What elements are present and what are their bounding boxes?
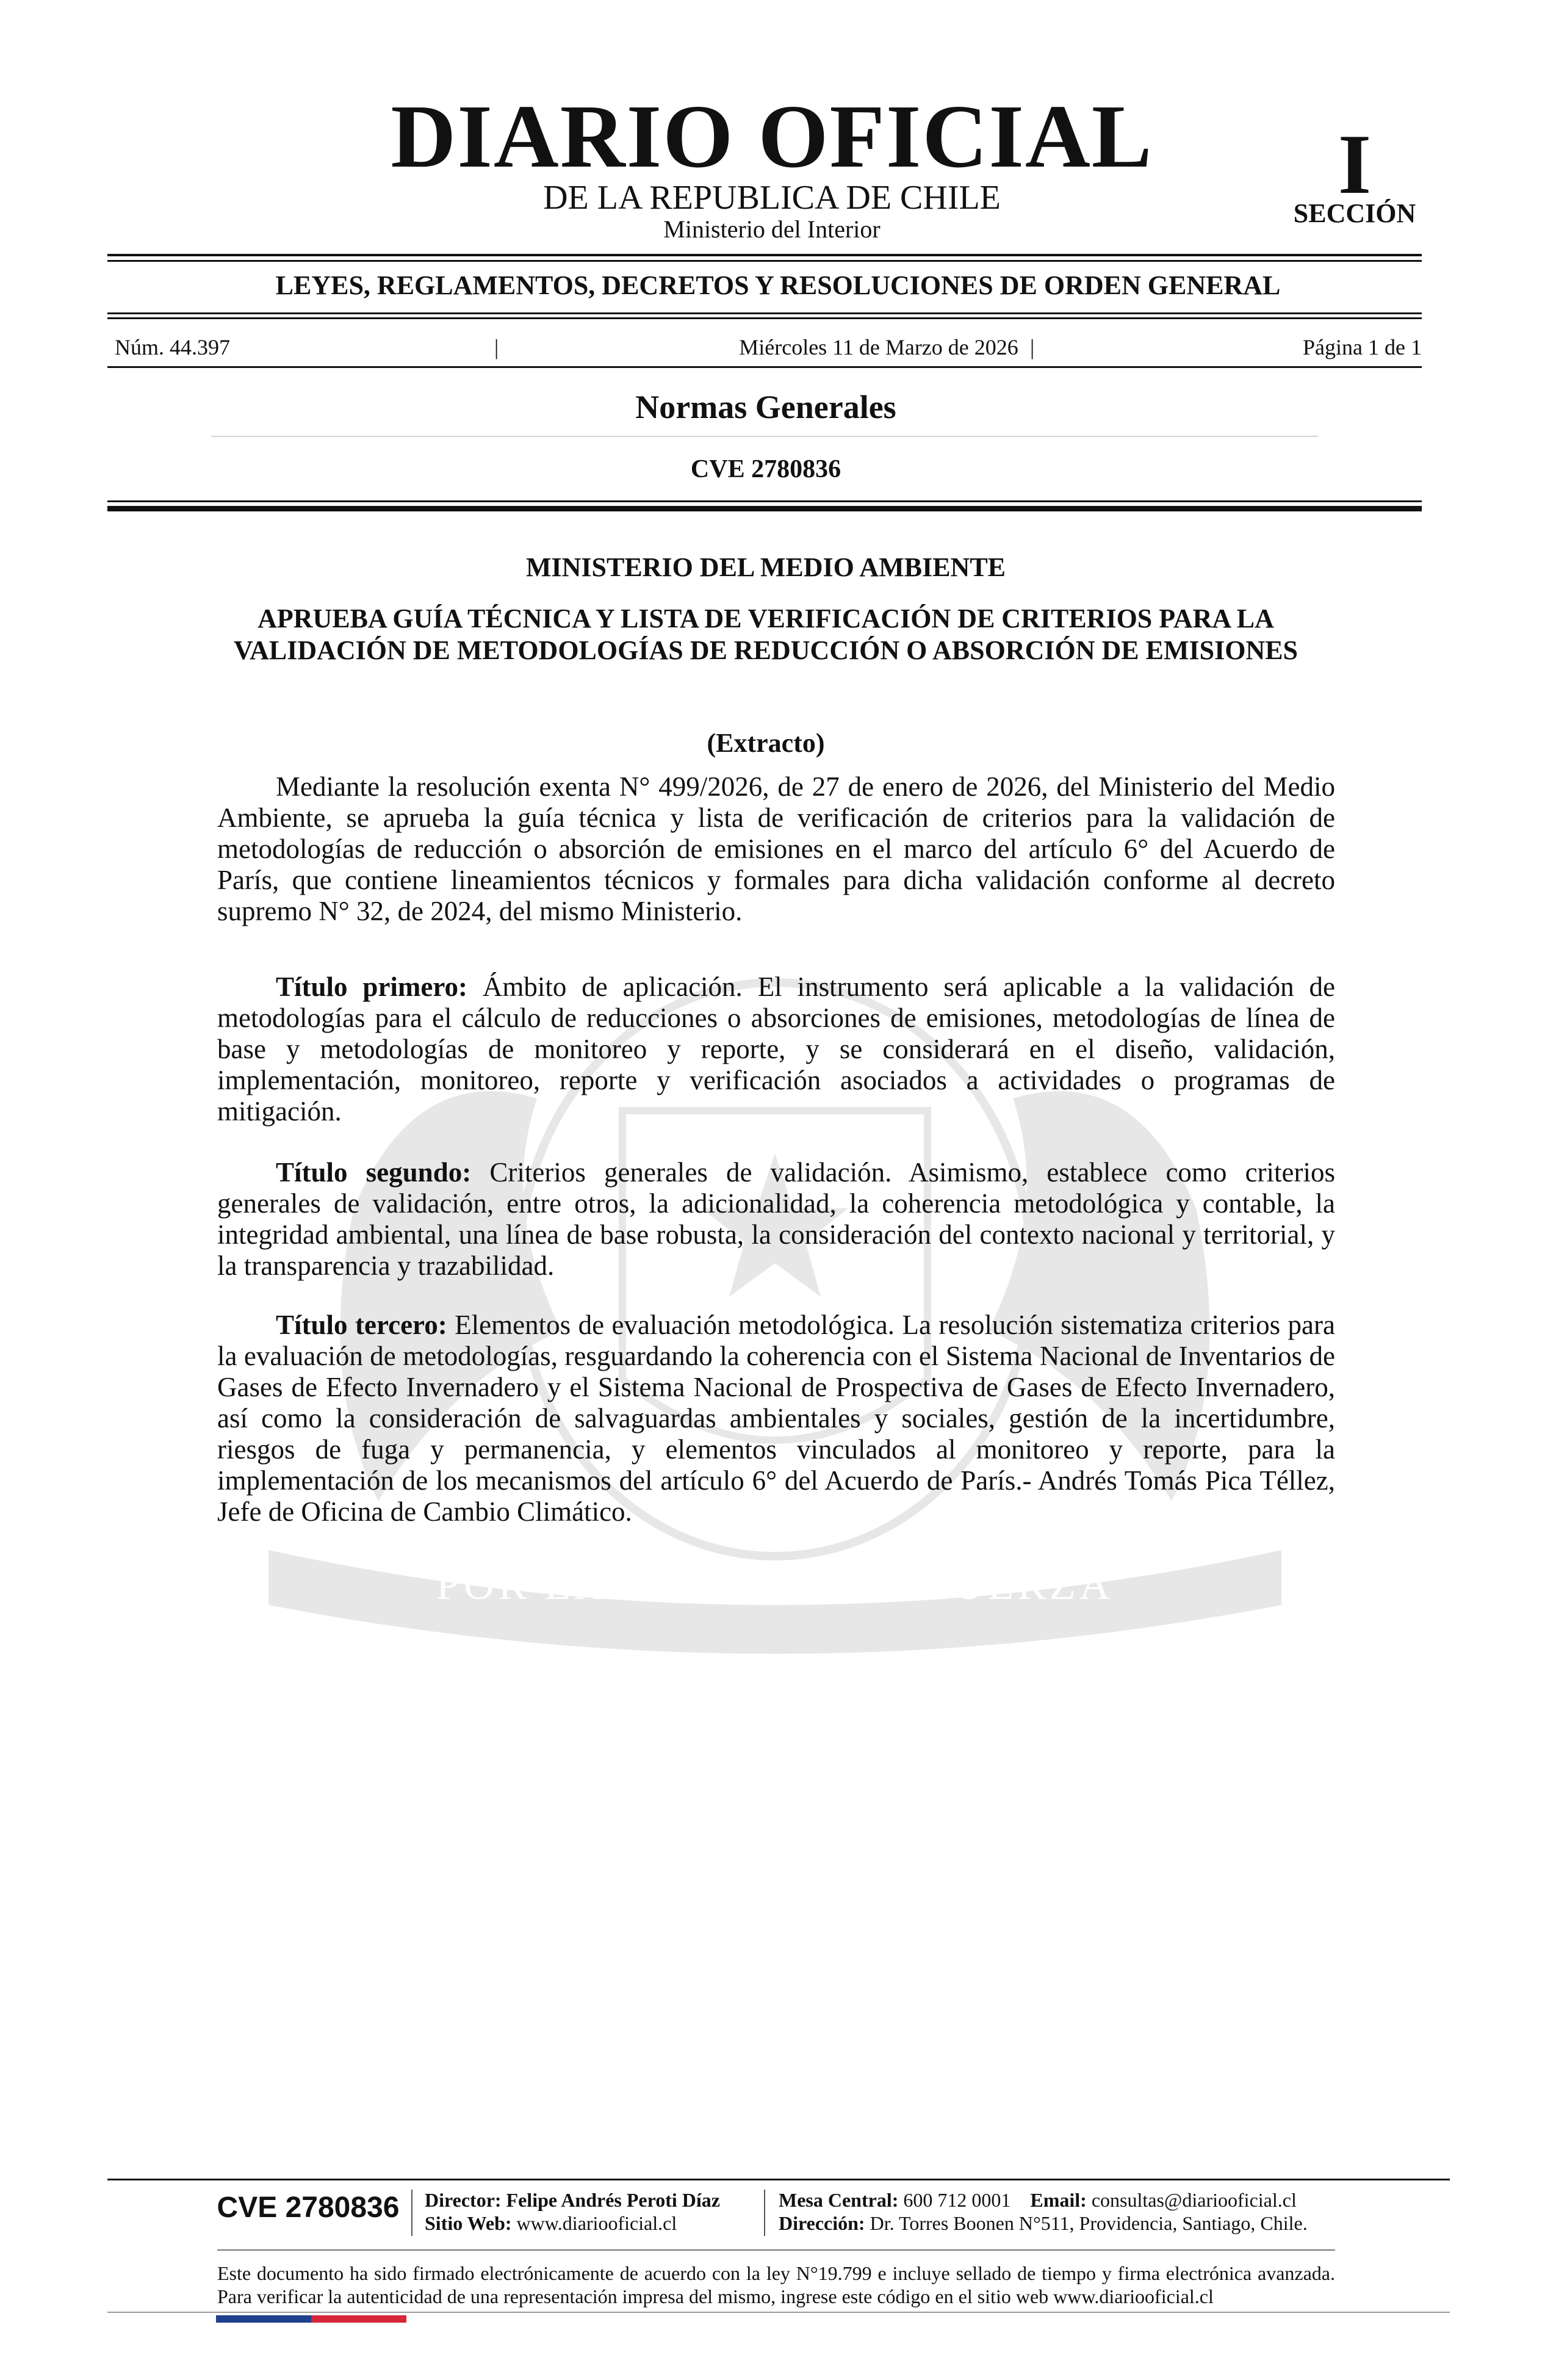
watermark-motto: POR LA RAZON O LA FUERZA bbox=[436, 1562, 1114, 1609]
norms-underline bbox=[211, 436, 1318, 437]
section-numeral: I bbox=[1338, 117, 1372, 212]
category-heading: LEYES, REGLAMENTOS, DECRETOS Y RESOLUCIONES DE ORDEN GENERAL bbox=[275, 270, 1281, 300]
address-label: Dirección: bbox=[779, 2212, 865, 2234]
section-label: SECCIÓN bbox=[1293, 198, 1416, 228]
footer-contact-block bbox=[779, 2188, 1308, 2235]
phone-label: Mesa Central: bbox=[779, 2189, 899, 2211]
director-name: Felipe Andrés Peroti Díaz bbox=[506, 2189, 720, 2211]
section-heading: Título segundo: bbox=[276, 1157, 472, 1188]
header-rule-thin bbox=[107, 500, 1422, 502]
ministry-heading: MINISTERIO DEL MEDIO AMBIENTE bbox=[525, 552, 1006, 582]
norms-heading: Normas Generales bbox=[635, 389, 896, 425]
email-label: Email: bbox=[1030, 2189, 1087, 2211]
footer-cve: CVE 2780836 bbox=[217, 2191, 400, 2224]
issue-rule bbox=[107, 366, 1422, 368]
issue-separator: | bbox=[494, 335, 499, 359]
footer-divider bbox=[764, 2190, 765, 2236]
category-rule-bottom bbox=[107, 317, 1422, 319]
section-heading: Título tercero: bbox=[276, 1310, 447, 1340]
issue-date: Miércoles 11 de Marzo de 2026 bbox=[739, 335, 1018, 359]
masthead-rule-top bbox=[107, 254, 1422, 256]
masthead-title: DIARIO OFICIAL bbox=[391, 87, 1153, 187]
issue-separator: | bbox=[1030, 335, 1035, 359]
flag-stripe-blue bbox=[216, 2315, 311, 2323]
category-rule-top bbox=[107, 312, 1422, 314]
section-paragraph bbox=[217, 972, 1335, 1127]
section-text: Criterios generales de validación. Asimismo, establece como criterios generales de validación, entre otros, la adicionalidad, la coherencia metodológica y contable, la integridad ambiental, una línea de base robusta, la consideración del contexto nacional y territorial, y la transparencia y trazabilidad. bbox=[217, 1157, 1336, 1281]
document-title: APRUEBA GUÍA TÉCNICA Y LISTA DE VERIFICACIÓN DE CRITERIOS PARA LA VALIDACIÓN DE METODOLOGÍAS DE REDUCCIÓN O ABSORCIÓN DE EMISIONES bbox=[233, 604, 1298, 665]
intro-paragraph: Mediante la resolución exenta N° 499/2026, de 27 de enero de 2026, del Ministerio del Medio Ambiente, se aprueba la guía técnica y lista de verificación de criterios para la validación de metodologías de reducción o absorción de emisiones en el marco del artículo 6° del Acuerdo de París, que contiene lineamientos técnicos y formales para dicha validación conforme al decreto supremo N° 32, de 2024, del mismo Ministerio. bbox=[217, 771, 1335, 926]
masthead-subtitle: DE LA REPUBLICA DE CHILE bbox=[543, 179, 1001, 217]
section-paragraph bbox=[217, 1157, 1335, 1282]
issue-page: Página 1 de 1 bbox=[1303, 335, 1422, 359]
header-rule-thick bbox=[107, 506, 1422, 511]
issue-number: Núm. 44.397 bbox=[115, 335, 230, 359]
section-text: Elementos de evaluación metodológica. La resolución sistematiza criterios para la evaluación de metodologías, resguardando la coherencia con el Sistema Nacional de Inventarios de Gases de Efecto Invernadero y el Sistema Nacional de Prospectiva de Gases de Efecto Invernadero, así como la consideración de salvaguardas ambientales y sociales, gestión de la incertidumbre, riesgos de fuga y permanencia, y elementos vinculados al monitoreo y reporte, para la implementación de los mecanismos del artículo 6° del Acuerdo de París.- Andrés Tomás Pica Téllez, Jefe de Oficina de Cambio Climático. bbox=[217, 1310, 1335, 1527]
footer-director-block bbox=[425, 2188, 720, 2235]
section-paragraph bbox=[217, 1310, 1335, 1527]
email-link[interactable]: consultas@diariooficial.cl bbox=[1091, 2189, 1297, 2211]
website-link[interactable]: www.diariooficial.cl bbox=[516, 2212, 677, 2234]
phone-number: 600 712 0001 bbox=[903, 2189, 1011, 2211]
address-text: Dr. Torres Boonen N°511, Providencia, Santiago, Chile. bbox=[870, 2212, 1308, 2234]
section-text: Ámbito de aplicación. El instrumento será aplicable a la validación de metodologías para el cálculo de reducciones o absorciones de emisiones, metodologías de línea de base y metodologías de monitoreo y reporte, y se considerará en el diseño, validación, implementación, monitoreo, reporte y verificación asociados a actividades o programas de mitigación. bbox=[217, 972, 1336, 1127]
footer-rule-mid bbox=[217, 2249, 1335, 2251]
cve-heading: CVE 2780836 bbox=[690, 455, 841, 483]
extract-label: (Extracto) bbox=[707, 728, 825, 758]
flag-stripe-red bbox=[311, 2315, 406, 2323]
masthead-ministry: Ministerio del Interior bbox=[663, 215, 881, 243]
director-label: Director: bbox=[425, 2189, 502, 2211]
masthead-rule-bottom bbox=[107, 260, 1422, 262]
footer-divider bbox=[411, 2190, 412, 2236]
issue-info-row bbox=[110, 334, 1422, 360]
website-label: Sitio Web: bbox=[425, 2212, 512, 2234]
footer-signature-note: Este documento ha sido firmado electrónicamente de acuerdo con la ley N°19.799 e incluye sellado de tiempo y firma electrónica avanzada. Para verificar la autenticidad de una representación impresa del mismo, ingrese este código en el sitio web www.diariooficial.cl bbox=[217, 2262, 1335, 2307]
footer-rule-top bbox=[107, 2179, 1450, 2180]
footer-rule-bottom bbox=[107, 2312, 1450, 2313]
section-heading: Título primero: bbox=[276, 972, 468, 1002]
